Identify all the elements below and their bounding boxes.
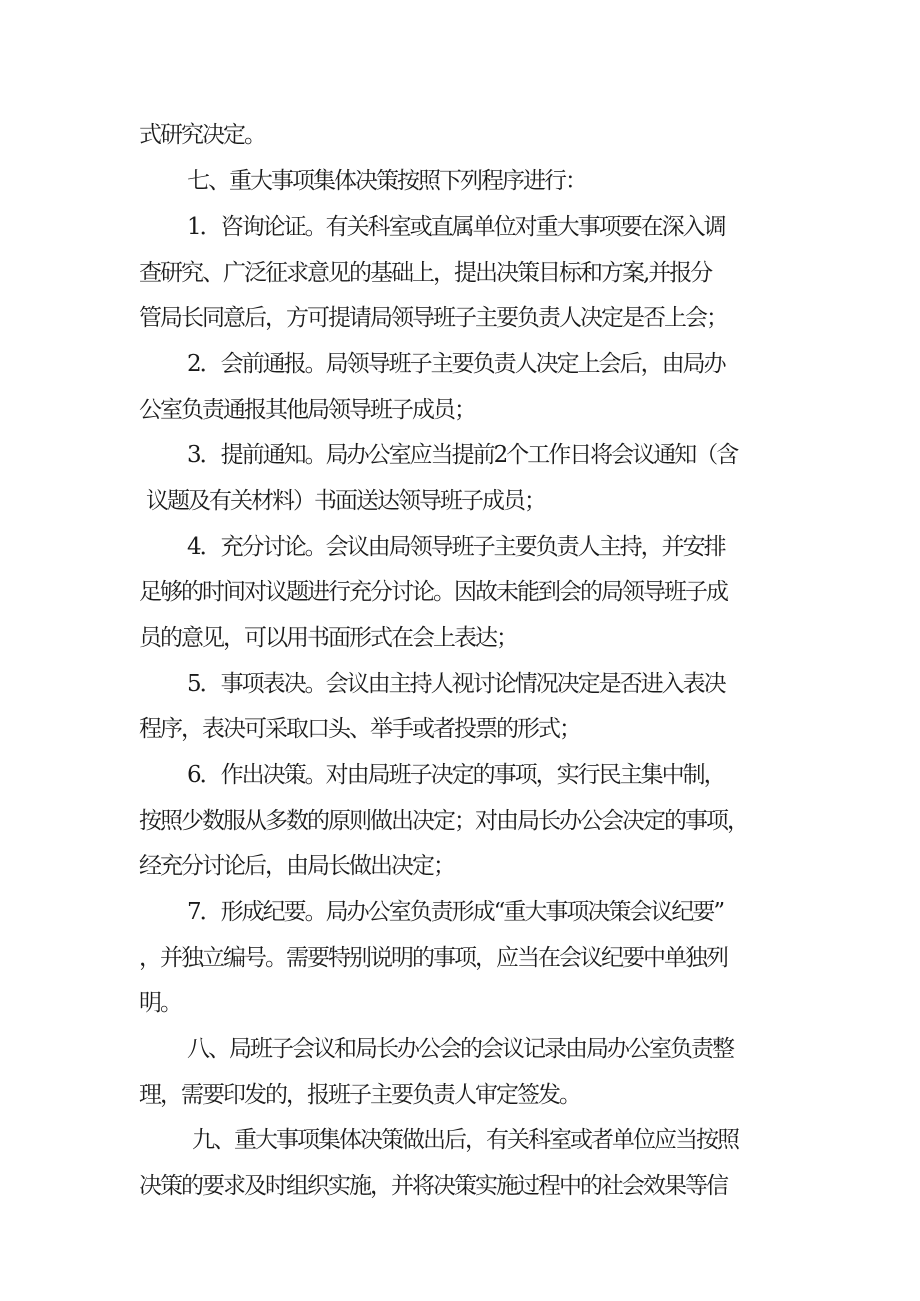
section-eight-line: 理，需要印发的，报班子主要负责人审定签发。 [139,1082,580,1108]
item-1-line: 1．咨询论证。有关科室或直属单位对重大事项要在深入调 [187,214,725,240]
item-2-line: 2．会前通报。局领导班子主要负责人决定上会后，由局办 [187,351,725,377]
section-eight-line: 八、局班子会议和局长办公会的会议记录由局办公室负责整 [187,1036,733,1062]
item-7-line: 7．形成纪要。局办公室负责形成“重大事项决策会议纪要” [187,899,724,925]
item-4-line: 4．充分讨论。会议由局领导班子主要负责人主持，并安排 [187,534,725,560]
section-heading-seven: 七、重大事项集体决策按照下列程序进行： [187,168,586,194]
item-6-line: 6．作出决策。对由局班子决定的事项，实行民主集中制， [187,762,725,788]
item-7-line: ，并独立编号。需要特别说明的事项，应当在会议纪要中单独列 [139,945,727,971]
paragraph-line: 式研究决定。 [139,122,265,148]
item-5-line: 程序，表决可采取口头、举手或者投票的形式； [139,716,580,742]
item-2-line: 公室负责通报其他局领导班子成员； [139,397,475,423]
item-1-line: 管局长同意后，方可提请局领导班子主要负责人决定是否上会； [139,305,727,331]
item-6-line: 按照少数服从多数的原则做出决定；对由局长办公会决定的事项， [139,808,748,834]
item-3-line: 3．提前通知。局办公室应当提前2个工作日将会议通知（含 [187,442,738,468]
item-7-line: 明。 [139,990,181,1016]
section-nine-line: 决策的要求及时组织实施，并将决策实施过程中的社会效果等信 [139,1173,727,1199]
item-4-line: 足够的时间对议题进行充分讨论。因故未能到会的局领导班子成 [139,579,727,605]
item-5-line: 5．事项表决。会议由主持人视讨论情况决定是否进入表决 [187,671,725,697]
item-4-line: 员的意见，可以用书面形式在会上表达； [139,625,517,651]
section-nine-line: 九、重大事项集体决策做出后，有关科室或者单位应当按照 [192,1127,738,1153]
item-6-line: 经充分讨论后，由局长做出决定； [139,853,454,879]
item-3-line: 议题及有关材料）书面送达领导班子成员； [146,488,545,514]
item-1-line: 查研究、广泛征求意见的基础上，提出决策目标和方案,并报分 [139,260,712,286]
